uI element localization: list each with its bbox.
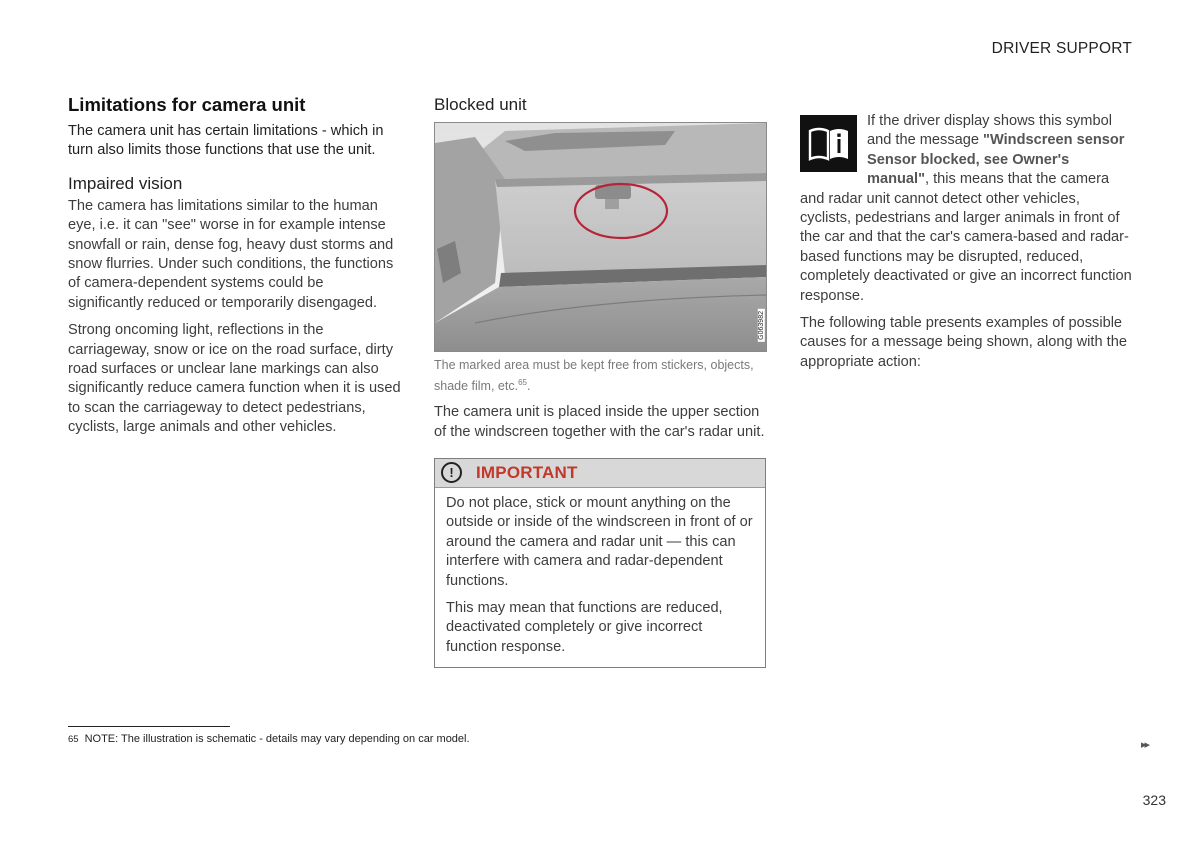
footnote-text: NOTE: The illustration is schematic - details may vary depending on car model. <box>84 733 470 745</box>
important-paragraph-2: This may mean that functions are reduced, deactivated completely or give incorrect function response. <box>446 600 723 655</box>
impaired-vision-heading: Impaired vision <box>68 173 183 193</box>
footnote-divider <box>68 726 230 727</box>
caption-footnote-ref: 65 <box>518 378 527 387</box>
caption-text: The marked area must be kept free from stickers, objects, shade film, etc. <box>434 358 754 394</box>
left-column <box>68 94 403 446</box>
image-code: G063982 <box>758 311 765 340</box>
manual-info-icon <box>800 115 857 172</box>
intro-paragraph: The camera unit has certain limitations - which in turn also limits those functions that use the unit. <box>68 123 384 159</box>
table-intro-paragraph: The following table presents examples of possible causes for a message being shown, along with the appropriate action: <box>800 315 1127 370</box>
important-box <box>434 458 766 668</box>
footnote <box>68 733 470 745</box>
important-paragraph-1: Do not place, stick or mount anything on the outside or inside of the windscreen in front of or around the camera and radar unit — this can interfere with camera and radar-dependent functions. <box>446 494 753 589</box>
page-number: 323 <box>1142 792 1166 808</box>
continue-arrows-icon: ▸▸ <box>1140 739 1148 751</box>
camera-placement-paragraph: The camera unit is placed inside the upper section of the windscreen together with the car's radar unit. <box>434 404 765 440</box>
important-header <box>435 459 765 488</box>
impaired-vision-paragraph-2: Strong oncoming light, reflections in the carriageway, snow or ice on the road surface, dirty road surfaces or unclear lane markings can also significantly reduce camera function when it is used to scan the carriageway to detect pedestrians, cyclists, large animals and other vehicles. <box>68 322 401 436</box>
footnote-number: 65 <box>68 734 79 745</box>
middle-column <box>434 94 766 668</box>
important-title: IMPORTANT <box>476 462 578 482</box>
message-explanation: , this means that the camera and radar unit cannot detect other vehicles, cyclists, pedestrians and larger animals in front of the car and that the car's camera-based and radar-based functions may be disrupted, reduced, completely deactivated or give an incorrect function response. <box>800 171 1132 304</box>
impaired-vision-paragraph-1: The camera has limitations similar to the human eye, i.e. it can "see" worse in for example intense snowfall or rain, dense fog, heavy dust storms and snow flurries. Under such conditions, the functions of camera-dependent systems could be significantly reduced or temporarily disengaged. <box>68 197 394 311</box>
message-intro: If the driver display shows this symbol and the message <box>867 113 1112 149</box>
important-body <box>435 488 765 667</box>
windscreen-sensor-message: "Windscreen sensor Sensor blocked, see Owner's manual" <box>867 132 1125 188</box>
section-header: DRIVER SUPPORT <box>991 40 1132 57</box>
blocked-unit-heading: Blocked unit <box>434 95 527 114</box>
windscreen-illustration <box>434 122 767 352</box>
page-title: Limitations for camera unit <box>68 94 306 115</box>
exclamation-icon: ! <box>441 462 462 483</box>
right-column <box>800 112 1135 380</box>
figure-caption: The marked area must be kept free from stickers, objects, shade film, etc.$^{65}$. <box>434 358 754 394</box>
